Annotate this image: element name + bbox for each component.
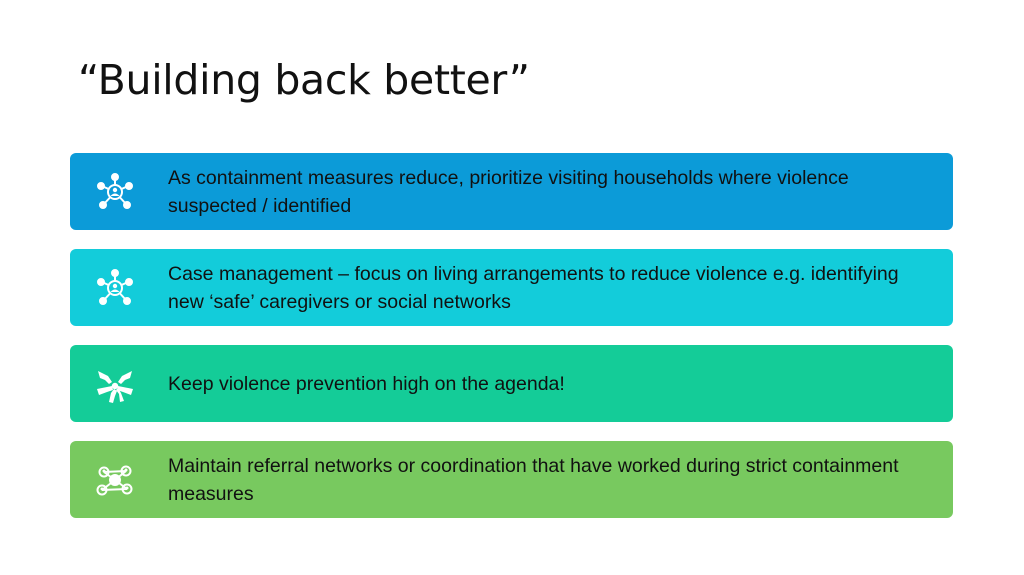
card-text: Maintain referral networks or coordination that have worked during strict containment measures	[168, 454, 899, 505]
card-case-management	[70, 249, 953, 326]
network-person-icon	[94, 171, 136, 213]
social-network-icon	[94, 267, 136, 309]
referral-network-icon	[94, 459, 136, 501]
card-text: Case management – focus on living arrangements to reduce violence e.g. identifying new ‘safe’ caregivers or social networks	[168, 262, 899, 313]
slide-title: “Building back better”	[78, 56, 530, 104]
card-text: As containment measures reduce, prioritize visiting households where violence suspected / identified	[168, 166, 849, 217]
card-text: Keep violence prevention high on the agenda!	[168, 372, 565, 395]
card-prioritize-visits	[70, 153, 953, 230]
card-referral-networks	[70, 441, 953, 518]
hands-together-icon	[94, 363, 136, 405]
card-prevention-agenda	[70, 345, 953, 422]
